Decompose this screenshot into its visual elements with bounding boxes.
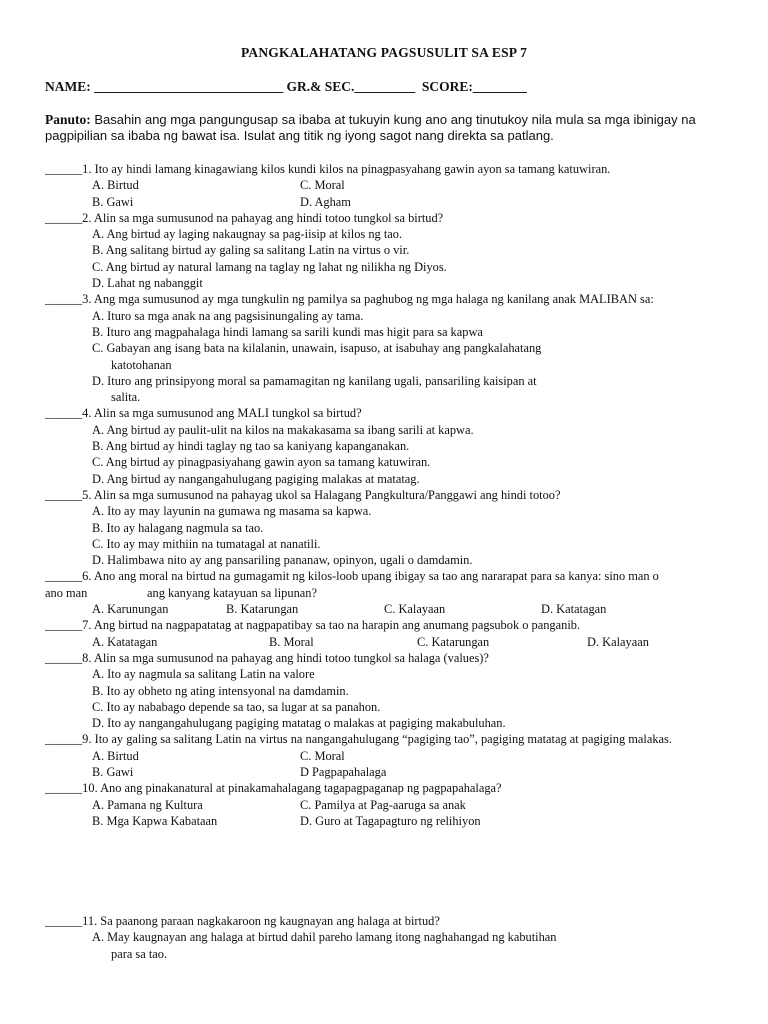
instructions [45, 112, 745, 144]
option: B. Gawi [92, 764, 134, 779]
option: A. Katatagan [92, 634, 158, 649]
question-7: ______7. Ang birtud na nagpapatatag at nagpapatibay sa tao na harapin ang anumang pagsubok o panganib. [45, 618, 581, 633]
question-6: ______6. Ano ang moral na birtud na gumagamit ng kilos-loob upang ibigay sa tao ang nararapat para sa kanya: sino man o [45, 569, 659, 584]
option-continuation: para sa tao. [111, 946, 168, 961]
option: A. Ito ay may layunin na gumawa ng masama sa kapwa. [92, 504, 372, 519]
question-9-options-row-2 [45, 764, 755, 780]
option: B. Moral [269, 634, 314, 649]
option: B. Ito ay halagang nagmula sa tao. [92, 520, 264, 535]
option: D Pagpapahalaga [300, 764, 387, 779]
question-list [45, 161, 755, 829]
option: C. Kalayaan [384, 602, 446, 617]
option: D. Lahat ng nabanggit [92, 276, 203, 291]
option: B. Mga Kapwa Kabataan [92, 813, 218, 828]
question-3: ______3. Ang mga sumusunod ay mga tungkulin ng pamilya sa paghubog ng mga halaga ng kanilang anak MALIBAN sa: [45, 292, 654, 307]
option: C. Katarungan [417, 634, 490, 649]
option-continuation: salita. [111, 390, 141, 405]
option: C. Gabayan ang isang bata na kilalanin, unawain, isapuso, at isabuhay ang pangkalahatang [92, 341, 542, 356]
option: B. Ito ay obheto ng ating intensyonal na damdamin. [92, 683, 349, 698]
option: C. Pamilya at Pag-aaruga sa anak [300, 797, 466, 812]
question-6-continuation-end: ang kanyang katayuan sa lipunan? [147, 585, 317, 600]
question-2: ______2. Alin sa mga sumusunod na pahayag ang hindi totoo tungkol sa birtud? [45, 210, 444, 225]
option: A. Ituro sa mga anak na ang pagsisinungaling ay tama. [92, 308, 364, 323]
option: D. Ituro ang prinsipyong moral sa pamamagitan ng kanilang ugali, pansariling kaisipan at [92, 373, 537, 388]
option: C. Moral [300, 748, 345, 763]
option: D. Kalayaan [587, 634, 649, 649]
option: B. Ang salitang birtud ay galing sa salitang Latin na virtus o vir. [92, 243, 410, 258]
option: C. Ito ay nababago depende sa tao, sa lugar at sa panahon. [92, 699, 381, 714]
option: C. Ang birtud ay pinagpasiyahang gawin ayon sa tamang katuwiran. [92, 455, 431, 470]
option: A. Ang birtud ay laging nakaugnay sa pag-iisip at kilos ng tao. [92, 227, 403, 242]
question-9-options-row-1 [45, 748, 755, 764]
name-grade-score-line: NAME: ____________________________ GR.& SEC._________ SCORE:________ [45, 79, 527, 94]
option: D. Ito ay nangangahulugang pagiging matatag o malakas at pagiging makabuluhan. [92, 716, 506, 731]
question-10-options-row-2 [45, 813, 755, 829]
option: D. Ang birtud ay nangangahulugang pagiging malakas at matatag. [92, 471, 420, 486]
question-10-options-row-1 [45, 797, 755, 813]
question-5: ______5. Alin sa mga sumusunod na pahayag ukol sa Halagang Pangkultura/Panggawi ang hindi totoo? [45, 487, 561, 502]
question-7-options [45, 634, 755, 650]
question-1-options-row-1 [45, 177, 755, 193]
option: D. Katatagan [541, 602, 607, 617]
option: A. Ito ay nagmula sa salitang Latin na valore [92, 667, 315, 682]
question-4: ______4. Alin sa mga sumusunod ang MALI tungkol sa birtud? [45, 406, 362, 421]
question-6-options [45, 601, 755, 617]
option: C. Moral [300, 178, 345, 193]
option: D. Agham [300, 194, 351, 209]
question-10: ______10. Ano ang pinakanatural at pinakamahalagang tagapagpaganap ng pagpapahalaga? [45, 781, 502, 796]
question-6-continuation [45, 585, 755, 601]
option: C. Ito ay may mithiin na tumatagal at nanatili. [92, 536, 321, 551]
option: B. Ang birtud ay hindi taglay ng tao sa kaniyang kapanganakan. [92, 439, 410, 454]
option: B. Gawi [92, 194, 134, 209]
question-6-continuation-start: ano man [45, 585, 88, 600]
option: A. Ang birtud ay paulit-ulit na kilos na makakasama sa ibang sarili at kapwa. [92, 422, 474, 437]
option: A. Karunungan [92, 602, 169, 617]
question-11: ______11. Sa paanong paraan nagkakaroon ng kaugnayan ang halaga at birtud? [45, 914, 440, 928]
exam-title: PANGKALAHATANG PAGSUSULIT SA ESP 7 [240, 45, 528, 60]
question-1: ______1. Ito ay hindi lamang kinagawiang kilos kundi kilos na pinagpasyahang gawin ayon sa tamang katuwiran. [45, 162, 611, 176]
option: A. May kaugnayan ang halaga at birtud dahil pareho lamang itong naghahangad ng kabutihan [92, 930, 557, 945]
option: D. Guro at Tagapagturo ng relihiyon [300, 813, 481, 828]
instructions-text: Basahin ang mga pangungusap sa ibaba at tukuyin kung ano ang tinutukoy nila mula sa mga ibinigay na pagpipilian sa ibaba ng bawat isa. Isulat ang titik ng iyong sagot nang direkta sa patlang. [45, 112, 696, 143]
option: B. Ituro ang magpahalaga hindi lamang sa sarili kundi mas higit para sa kapwa [92, 324, 483, 339]
option: D. Halimbawa nito ay ang pansariling pananaw, opinyon, ugali o damdamin. [92, 553, 473, 568]
question-list-continued [45, 913, 755, 962]
option: A. Birtud [92, 748, 139, 763]
instructions-label: Panuto: [45, 112, 91, 127]
option: A. Birtud [92, 178, 139, 193]
question-8: ______8. Alin sa mga sumusunod na pahayag ang hindi totoo tungkol sa halaga (values)? [45, 650, 489, 665]
option: B. Katarungan [226, 602, 299, 617]
question-1-options-row-2 [45, 194, 755, 210]
option: A. Pamana ng Kultura [92, 797, 203, 812]
question-9: ______9. Ito ay galing sa salitang Latin na virtus na nangangahulugang “pagiging tao”, pagiging matatag at pagiging malakas. [45, 732, 672, 747]
option-continuation: katotohanan [111, 357, 172, 372]
option: C. Ang birtud ay natural lamang na taglay ng lahat ng nilikha ng Diyos. [92, 259, 447, 274]
